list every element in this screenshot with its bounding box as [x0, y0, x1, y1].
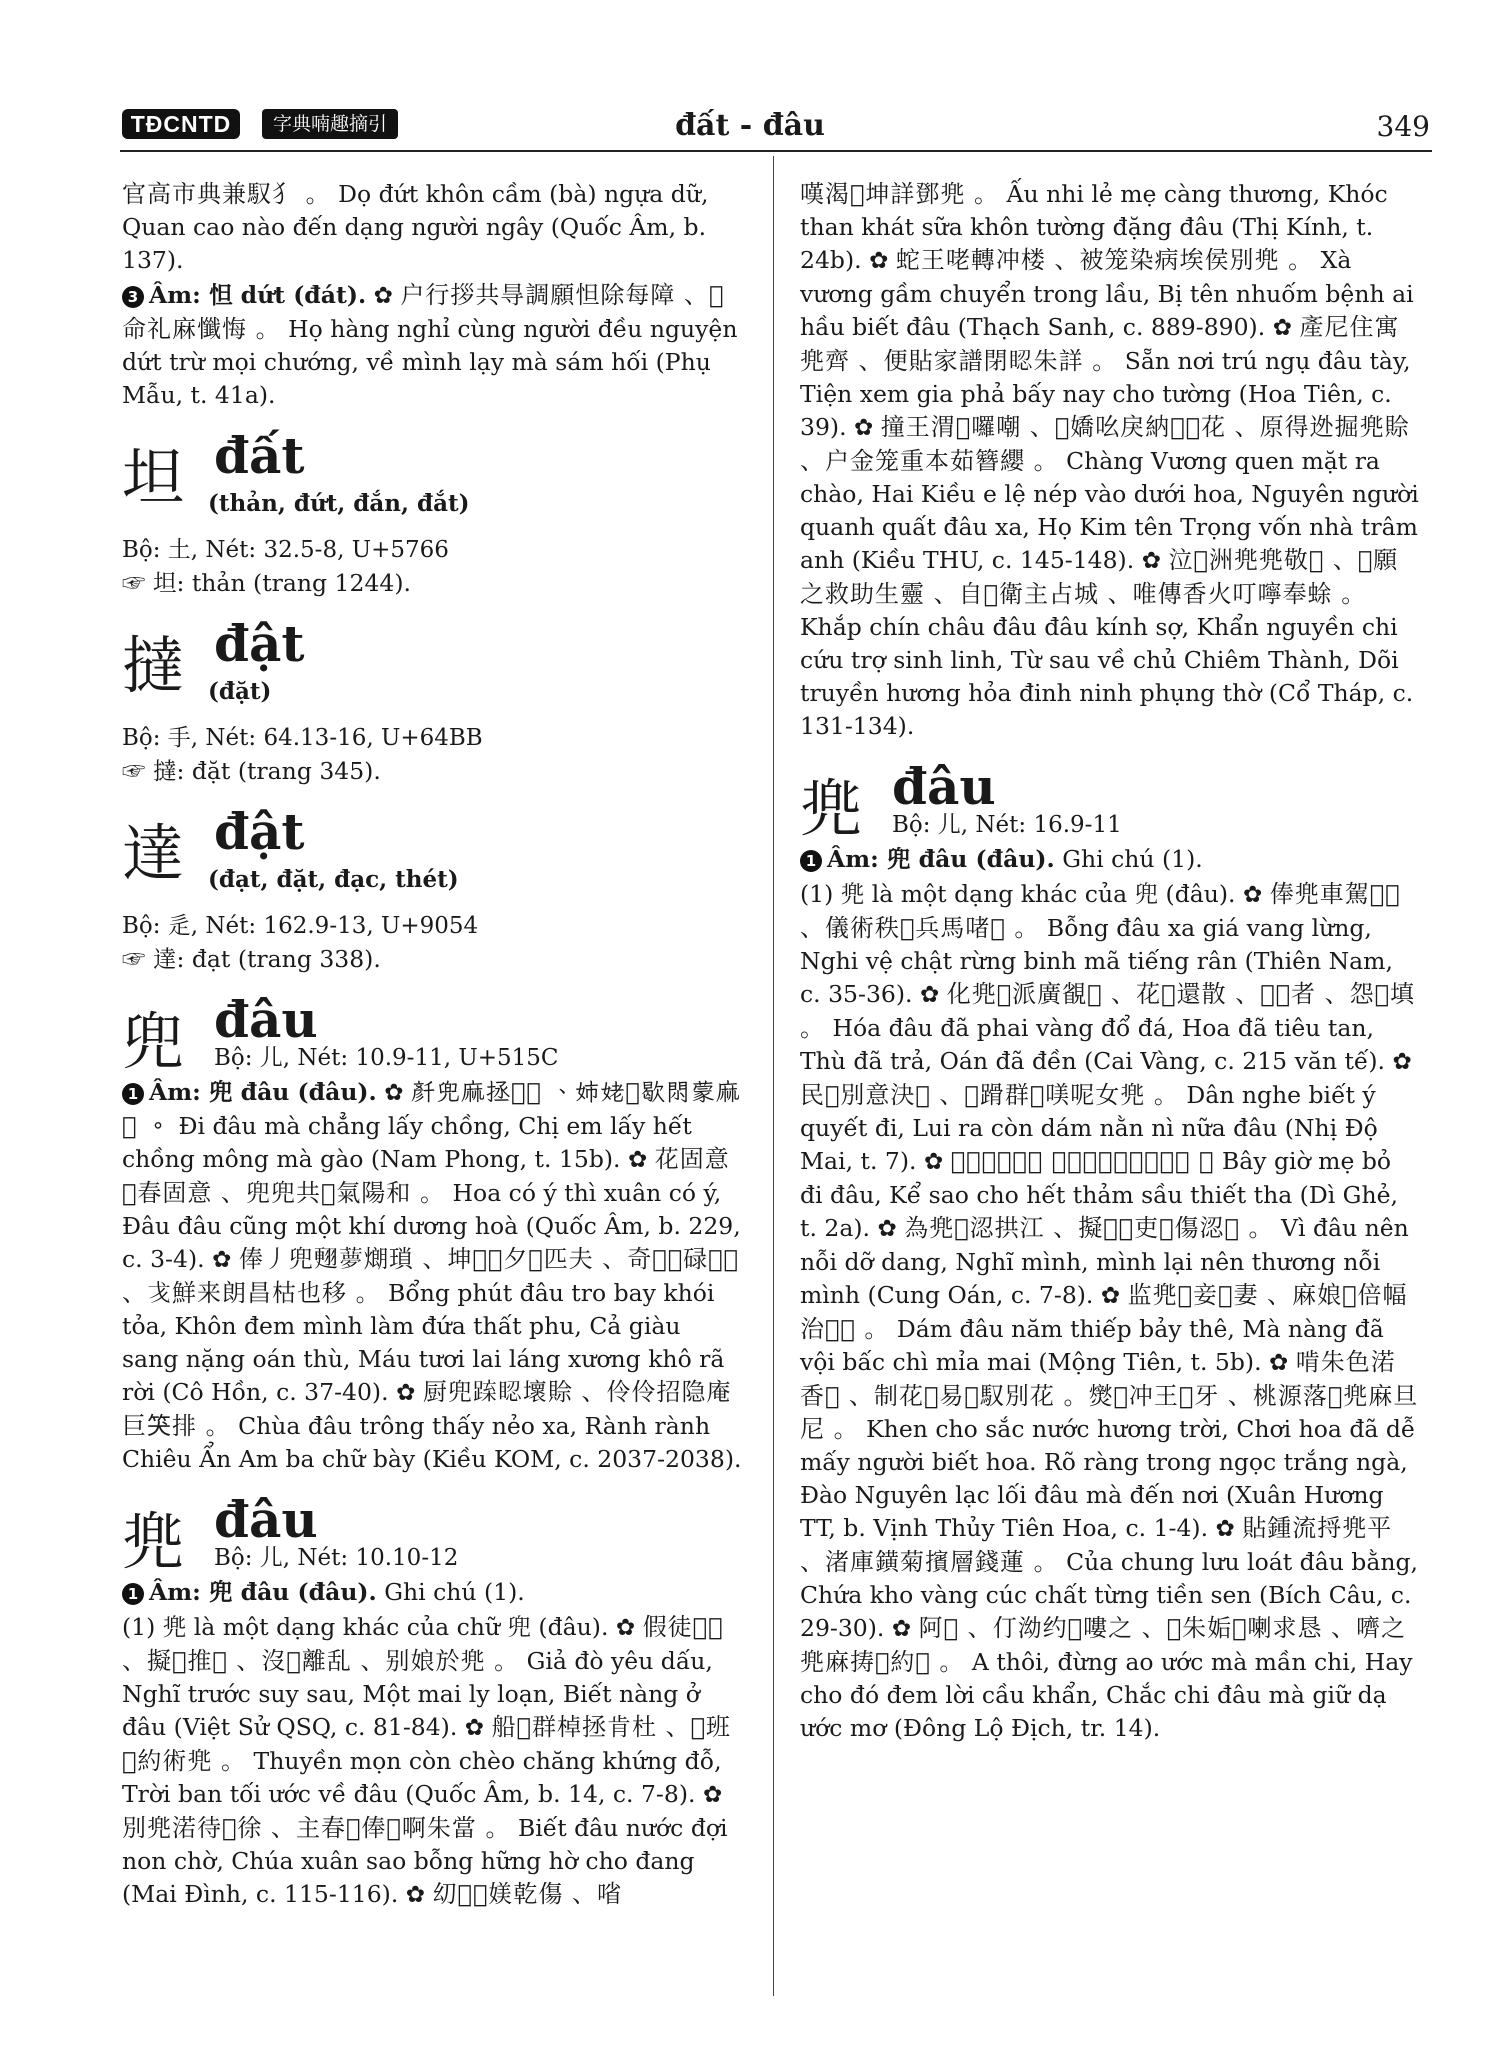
head-word: đâu: [892, 757, 996, 816]
entry-head: [122, 426, 742, 534]
sense-1: 1 Âm: 兜 đâu (đâu). ✿ 𠦳兜麻拯𥙩𣛠 、姉姥𥙩歇𨳒蒙麻𠰘 。 Đi đâu mà chẳng lấy chồng, Chị em lấy hết chồng mông mà gào (Nam Phong, t. 15b). ✿ 花固意𨤔春固意 、兜兜共𤕔氣陽和 。 Hoa có ý thì xuân có ý, Đâu đâu cũng một khí dương hoà (Quốc Âm, b. 229, c. 3-4). ✿ 俸丿兜𦑃𦿏𤎜瑣 、坤𢬣𨉟夕𠀧匹夫 、奇𣠗𦋦碌𢚸𢜝 、𢦍鮮来朗昌枯也移 。 Bổng phút đâu tro bay khói tỏa, Khôn đem mình làm đứa thất phu, Cả giàu sang nặng oán thù, Máu tươi lai láng xương khô rã rời (Cô Hồn, c. 37-40). ✿ 厨兜𨁻𥆾壞賒 、伶伶招隐庵巨𥬇排 。 Chùa đâu trông thấy nẻo xa, Rành rành Chiêu Ẩn Am ba chữ bày (Kiều KOM, c. 2037-2038).: [122, 1078, 742, 1473]
flower-icon: ✿: [615, 1615, 636, 1641]
flower-icon: ✿: [854, 415, 874, 441]
cross-reference: ☞ 坦: thản (trang 1244).: [122, 569, 411, 597]
note-1: (1) 兠 là một dạng khác của chữ 兜 (đâu). ✿ 假徒𢜠𢟘 、擬𣋚推𢨝 、沒𣋚離乱 、别娘於兠 。 Giả đò yêu dấu, Nghĩ trước suy sau, Một mai ly loạn, Biết nàng ở đâu (Việt Sử QSQ, c. 81-84). ✿ 船𨑗群棹拯肯杜 、𡗶班𣅶約術兠 。 Thuyền mọn còn chèo chăng khứng đỗ, Trời ban tối ước về đâu (Quốc Âm, b. 14, c. 7-8). ✿ 別兠渃待𣘃徐 、主春𢛨俸𠽆啊朱當 。 Biết đâu nước đợi non chờ, Chúa xuân sao bỗng hững hờ cho đang (Mai Đình, c. 115-116). ✿ 㓜𠒦𥙩媄乾傷 、㗂: [122, 1613, 731, 1908]
flower-icon: ✿: [384, 1080, 404, 1106]
right-column: [800, 178, 1420, 1747]
entry-head: [122, 614, 742, 722]
continued-citations: 嘆渴𣜾坤詳鄧兠 。 Ấu nhi lẻ mẹ càng thương, Khóc than khát sữa khôn tường đặng đâu (Thị Kính, t. 24b). ✿ 蛇王咾轉冲楼 、被笼染病埃侯別兠 。 Xà vương gầm chuyển trong lầu, Bị tên nhuốm bệnh ai hầu biết đâu (Thạch Sanh, c. 889-890). ✿ 產尼住寓兠齊 、便貼家譜閉𥆾朱詳 。 Sẵn nơi trú ngụ đâu tày, Tiện xem gia phả bấy nay cho tường (Hoa Tiên, c. 39). ✿ 撞王渭𣘃囉嘲 、𠇍嬌吆戾納𨨨𦲿花 、原得迯掘兠賒 、户金笼重本茹簪纓 。 Chàng Vương quen mặt ra chào, Hai Kiều e lệ nép vào dưới hoa, Nguyên người quanh quất đâu xa, Họ Kim tên Trọng vốn nhà trâm anh (Kiều THU, c. 145-148). ✿ 泣𢚸洲兠兠敬𢜝 、𢜠願之救助生靈 、自𨖲衛主占城 、唯傳香火叮嚀奉蜍 。 Khắp chín châu đâu đâu kính sợ, Khẩn nguyền chi cứu trợ sinh linh, Từ sau về chủ Chiêm Thành, Dõi truyền hương hỏa đinh ninh phụng thờ (Cổ Tháp, c. 131-134).: [800, 180, 1419, 740]
head-character: 兜: [122, 1005, 185, 1078]
sense-3: 3 Âm: 怛 dứt (đát). ✿ 户行拶共㝵調願怛除每障 、𤼸命礼麻懺悔 。 Họ hàng nghỉ cùng người đều nguyện dứt trừ mọi chướng, về mình lạy mà sám hối (Phụ Mẫu, t. 41a).: [122, 281, 738, 409]
flower-icon: ✿: [924, 1149, 944, 1175]
flower-icon: ✿: [1100, 1283, 1121, 1309]
flower-icon: ✿: [919, 982, 940, 1008]
page-number: 349: [1376, 110, 1430, 143]
left-column: [122, 178, 742, 1914]
sense-number: 3: [122, 286, 144, 308]
sense-number: 1: [122, 1583, 144, 1605]
page-header: [0, 0, 1498, 160]
series-logo: TĐCNTD: [122, 109, 240, 139]
flower-icon: ✿: [1243, 882, 1263, 908]
flower-icon: ✿: [628, 1147, 648, 1173]
head-character: 坦: [122, 441, 185, 514]
column-divider: [773, 156, 774, 1996]
readings: (đặt): [208, 678, 272, 705]
head-word: đật: [214, 614, 305, 673]
sense-1: 1 Âm: 兜 đâu (đâu). Ghi chú (1).: [800, 843, 1420, 876]
head-character: 達: [122, 817, 185, 890]
cross-reference: ☞ 達: đạt (trang 338).: [122, 945, 381, 973]
note-1: (1) 兠 là một dạng khác của 兜 (đâu). ✿ 俸兠車駕𠻵𠰚 、儀術秩𣘃兵馬啫𠰘 。 Bỗng đâu xa giá vang lừng, Nghi vệ chật rừng binh mã tiếng rân (Thiên Nam, c. 35-36). ✿ 化兠𢂎派廣䚇𨀈 、花𢂎還散 、𩄲𢂎者 、怨𢂎填 。 Hóa đâu đã phai vàng đổ đá, Hoa đã tiêu tan, Thù đã trả, Oán đã đền (Cai Vàng, c. 215 văn tế). ✿ 民𦖑別意決𠦳 、𨅸𨃴群𥬇𠸍呢女兠 。 Dân nghe biết ý quyết đi, Lui ra còn dám nằn nì nữa đâu (Nhị Độ Mai, t. 7). ✿ 𣇞賒媄𢯰𠦳兠 、計牢朱𣘃慘愁切他 。 Bây giờ mẹ bỏ đi đâu, Kể sao cho hết thảm sầu thiết tha (Dì Ghẻ, t. 2a). ✿ 為兠𢚸涊拱江 、擬𨉟𨉟吏𢚸傷涊𨉟 。 Vì đâu nên nỗi dỡ dang, Nghĩ mình, mình lại nên thương nỗi mình (Cung Oán, c. 7-8). ✿ 监兠𥿗妾𢹣妻 、麻娘𢂎倍幅治𡃊𠻀 。 Dám đâu năm thiếp bảy thê, Mà nàng đã vội bấc chì mỉa mai (Mộng Tiên, t. 5b). ✿ 啃朱色渃香𡗶 、制花𢂎易𠇍馭別花 。㸉𡛔冲王𡶀牙 、桃源落𨁪兠麻旦尼 。 Khen cho sắc nước hương trời, Chơi hoa đã dễ mấy người biết hoa. Rõ ràng trong ngọc trắng ngà, Đào Nguyên lạc lối đâu mà đến nơi (Xuân Hương TT, b. Vịnh Thủy Tiên Hoa, c. 1-4). ✿ 貼鍾流捋兠平 、渚庫鐄菊擯層錢蓮 。 Của chung lưu loát đâu bằng, Chứa kho vàng cúc chất từng tiền sen (Bích Câu, c. 29-30). ✿ 阿𠊚 、仃泑约𢢯嘍之 、𡗶朱姤𢬭喇求恳 、嚌之兠麻𢭏𧿨約𣉹 。 A thôi, đừng ao ước mà mần chi, Hay cho đó đem lời cầu khẩn, Chắc chi đâu mà giữ dạ ước mơ (Đông Lộ Địch, tr. 14).: [800, 880, 1419, 1742]
continued-citation: 官高市典兼馭犭 。 Dọ đứt khôn cầm (bà) ngựa dữ, Quan cao nào đến dạng người ngây (Quốc Âm, b. 137).: [122, 180, 709, 274]
flower-icon: ✿: [1269, 1350, 1289, 1376]
entry-meta: Bộ: 儿, Nét: 10.9-11, U+515C: [214, 1045, 559, 1071]
sense-1: 1 Âm: 兜 đâu (đâu). Ghi chú (1).: [122, 1576, 742, 1609]
flower-icon: ✿: [869, 248, 889, 274]
entry-dau-2: [122, 1490, 742, 1912]
flower-icon: ✿: [1215, 1516, 1235, 1542]
flower-icon: ✿: [405, 1882, 426, 1908]
running-head: đất - đâu: [675, 108, 825, 143]
flower-icon: ✿: [464, 1715, 485, 1741]
head-character: 撻: [122, 629, 185, 702]
flower-icon: ✿: [1392, 1049, 1412, 1075]
entry-head: [122, 1490, 742, 1576]
entry-dat-3: [122, 802, 742, 976]
entry-meta: Bộ: 土, Nét: 32.5-8, U+5766: [122, 537, 449, 563]
sense-number: 1: [122, 1083, 144, 1105]
entry-meta: Bộ: 辵, Nét: 162.9-13, U+9054: [122, 913, 479, 939]
entry-dau-3: [800, 757, 1420, 1745]
flower-icon: ✿: [702, 1782, 723, 1808]
readings: (đạt, đặt, đạc, thét): [208, 866, 459, 893]
entry-meta: Bộ: 儿, Nét: 16.9-11: [892, 812, 1122, 838]
head-word: đâu: [214, 990, 318, 1049]
nom-title-logo: 字典喃趣摘引: [262, 109, 398, 139]
head-character: 兠: [122, 1505, 185, 1578]
header-rule: [120, 150, 1432, 152]
entry-meta: Bộ: 手, Nét: 64.13-16, U+64BB: [122, 725, 483, 751]
entry-meta: Bộ: 儿, Nét: 10.10-12: [214, 1545, 459, 1571]
cross-reference: ☞ 撻: đặt (trang 345).: [122, 757, 381, 785]
entry-dat-2: [122, 614, 742, 788]
head-character: 兠: [800, 772, 863, 845]
entry-head: [122, 802, 742, 910]
head-word: đất: [214, 426, 305, 485]
entry-dat-1: [122, 426, 742, 600]
head-word: đâu: [214, 1490, 318, 1549]
head-word: đật: [214, 802, 305, 861]
flower-icon: ✿: [891, 1616, 912, 1642]
entry-head: [122, 990, 742, 1076]
flower-icon: ✿: [396, 1380, 416, 1406]
flower-icon: ✿: [212, 1247, 232, 1273]
flower-icon: ✿: [1272, 315, 1292, 341]
flower-icon: ✿: [373, 283, 393, 309]
flower-icon: ✿: [877, 1216, 897, 1242]
readings: (thản, đứt, đắn, đắt): [208, 490, 470, 517]
entry-dau-1: [122, 990, 742, 1476]
sense-number: 1: [800, 850, 822, 872]
entry-head: [800, 757, 1420, 843]
flower-icon: ✿: [1141, 548, 1161, 574]
